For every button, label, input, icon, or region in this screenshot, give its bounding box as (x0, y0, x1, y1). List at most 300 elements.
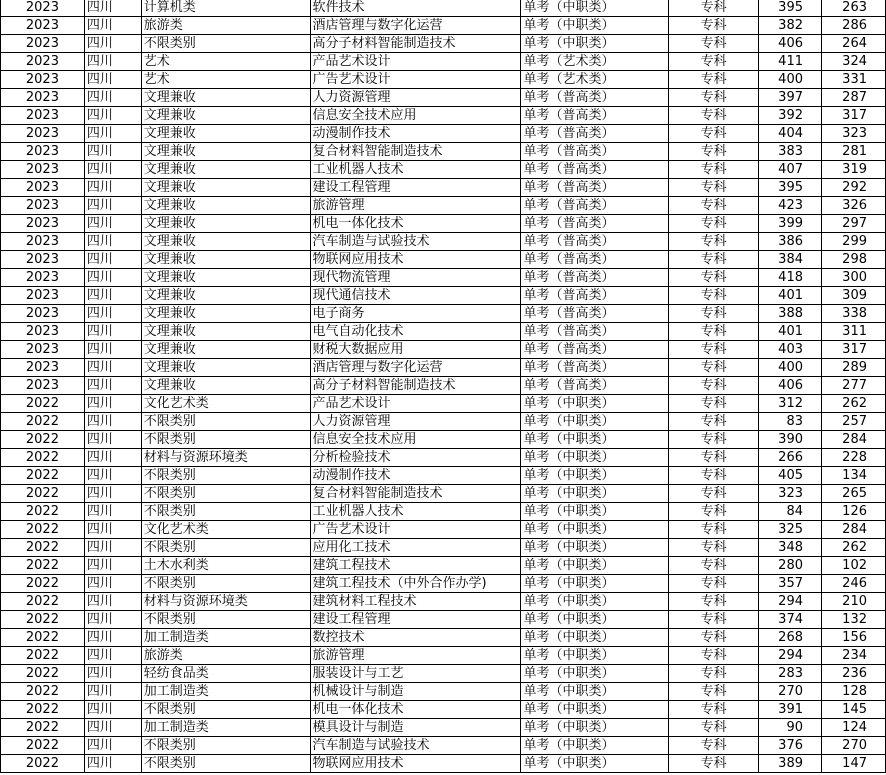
year-cell: 2022 (1, 413, 85, 431)
score-a-cell: 395 (759, 0, 822, 17)
score-b-cell: 262 (822, 395, 886, 413)
province-cell: 四川 (84, 611, 141, 629)
major-cell: 广告艺术设计 (310, 521, 521, 539)
province-cell: 四川 (84, 377, 141, 395)
exam-type-cell: 单考（中职类） (521, 701, 669, 719)
score-b-cell: 331 (822, 71, 886, 89)
level-cell: 专科 (669, 737, 759, 755)
score-a-cell: 401 (759, 323, 822, 341)
score-a-cell: 294 (759, 647, 822, 665)
level-cell: 专科 (669, 197, 759, 215)
level-cell: 专科 (669, 125, 759, 143)
table-row (1, 161, 886, 179)
table-row (1, 485, 886, 503)
exam-type-cell: 单考（中职类） (521, 17, 669, 35)
province-cell: 四川 (84, 233, 141, 251)
major-cell: 建设工程管理 (310, 611, 521, 629)
year-cell: 2023 (1, 215, 85, 233)
score-a-cell: 411 (759, 53, 822, 71)
major-cell: 动漫制作技术 (310, 125, 521, 143)
level-cell: 专科 (669, 719, 759, 737)
score-a-cell: 383 (759, 143, 822, 161)
major-cell: 产品艺术设计 (310, 395, 521, 413)
province-cell: 四川 (84, 593, 141, 611)
score-a-cell: 401 (759, 287, 822, 305)
category-cell: 不限类别 (141, 755, 310, 773)
score-b-cell: 317 (822, 341, 886, 359)
exam-type-cell: 单考（中职类） (521, 413, 669, 431)
table-row (1, 503, 886, 521)
score-b-cell: 156 (822, 629, 886, 647)
year-cell: 2023 (1, 377, 85, 395)
category-cell: 文理兼收 (141, 143, 310, 161)
score-b-cell: 297 (822, 215, 886, 233)
province-cell: 四川 (84, 701, 141, 719)
exam-type-cell: 单考（中职类） (521, 593, 669, 611)
score-a-cell: 386 (759, 233, 822, 251)
score-a-cell: 391 (759, 701, 822, 719)
year-cell: 2023 (1, 305, 85, 323)
table-row (1, 449, 886, 467)
level-cell: 专科 (669, 233, 759, 251)
score-a-cell: 84 (759, 503, 822, 521)
score-a-cell: 406 (759, 35, 822, 53)
province-cell: 四川 (84, 629, 141, 647)
province-cell: 四川 (84, 17, 141, 35)
score-b-cell: 326 (822, 197, 886, 215)
major-cell: 软件技术 (310, 0, 521, 17)
province-cell: 四川 (84, 467, 141, 485)
category-cell: 计算机类 (141, 0, 310, 17)
score-b-cell: 102 (822, 557, 886, 575)
category-cell: 文理兼收 (141, 125, 310, 143)
category-cell: 土木水利类 (141, 557, 310, 575)
score-a-cell: 376 (759, 737, 822, 755)
score-a-cell: 397 (759, 89, 822, 107)
score-a-cell: 268 (759, 629, 822, 647)
province-cell: 四川 (84, 719, 141, 737)
level-cell: 专科 (669, 17, 759, 35)
major-cell: 旅游管理 (310, 197, 521, 215)
major-cell: 工业机器人技术 (310, 503, 521, 521)
table-row (1, 755, 886, 773)
exam-type-cell: 单考（普高类） (521, 233, 669, 251)
level-cell: 专科 (669, 503, 759, 521)
year-cell: 2023 (1, 143, 85, 161)
province-cell: 四川 (84, 251, 141, 269)
major-cell: 人力资源管理 (310, 413, 521, 431)
score-b-cell: 262 (822, 539, 886, 557)
level-cell: 专科 (669, 143, 759, 161)
exam-type-cell: 单考（中职类） (521, 755, 669, 773)
table-row (1, 287, 886, 305)
level-cell: 专科 (669, 683, 759, 701)
score-b-cell: 257 (822, 413, 886, 431)
level-cell: 专科 (669, 395, 759, 413)
major-cell: 酒店管理与数字化运营 (310, 359, 521, 377)
year-cell: 2022 (1, 431, 85, 449)
level-cell: 专科 (669, 161, 759, 179)
year-cell: 2022 (1, 575, 85, 593)
category-cell: 不限类别 (141, 701, 310, 719)
category-cell: 不限类别 (141, 485, 310, 503)
score-b-cell: 134 (822, 467, 886, 485)
score-b-cell: 210 (822, 593, 886, 611)
exam-type-cell: 单考（普高类） (521, 107, 669, 125)
table-row (1, 269, 886, 287)
major-cell: 物联网应用技术 (310, 755, 521, 773)
province-cell: 四川 (84, 53, 141, 71)
table-row (1, 323, 886, 341)
table-row (1, 629, 886, 647)
score-a-cell: 403 (759, 341, 822, 359)
score-b-cell: 147 (822, 755, 886, 773)
score-b-cell: 228 (822, 449, 886, 467)
exam-type-cell: 单考（中职类） (521, 557, 669, 575)
level-cell: 专科 (669, 593, 759, 611)
province-cell: 四川 (84, 161, 141, 179)
table-row (1, 539, 886, 557)
score-a-cell: 294 (759, 593, 822, 611)
major-cell: 数控技术 (310, 629, 521, 647)
exam-type-cell: 单考（中职类） (521, 665, 669, 683)
province-cell: 四川 (84, 197, 141, 215)
major-cell: 财税大数据应用 (310, 341, 521, 359)
exam-type-cell: 单考（中职类） (521, 503, 669, 521)
major-cell: 复合材料智能制造技术 (310, 485, 521, 503)
exam-type-cell: 单考（中职类） (521, 521, 669, 539)
score-b-cell: 311 (822, 323, 886, 341)
province-cell: 四川 (84, 647, 141, 665)
level-cell: 专科 (669, 701, 759, 719)
table-row (1, 305, 886, 323)
category-cell: 文理兼收 (141, 377, 310, 395)
score-b-cell: 126 (822, 503, 886, 521)
year-cell: 2022 (1, 647, 85, 665)
major-cell: 分析检验技术 (310, 449, 521, 467)
exam-type-cell: 单考（普高类） (521, 305, 669, 323)
exam-type-cell: 单考（普高类） (521, 323, 669, 341)
exam-type-cell: 单考（中职类） (521, 0, 669, 17)
major-cell: 旅游管理 (310, 647, 521, 665)
exam-type-cell: 单考（普高类） (521, 251, 669, 269)
major-cell: 机电一体化技术 (310, 701, 521, 719)
table-row (1, 377, 886, 395)
year-cell: 2023 (1, 71, 85, 89)
table-row (1, 647, 886, 665)
category-cell: 不限类别 (141, 503, 310, 521)
score-b-cell: 263 (822, 0, 886, 17)
year-cell: 2022 (1, 719, 85, 737)
category-cell: 文理兼收 (141, 323, 310, 341)
major-cell: 汽车制造与试验技术 (310, 233, 521, 251)
score-a-cell: 382 (759, 17, 822, 35)
category-cell: 文理兼收 (141, 215, 310, 233)
category-cell: 艺术 (141, 53, 310, 71)
major-cell: 动漫制作技术 (310, 467, 521, 485)
exam-type-cell: 单考（普高类） (521, 89, 669, 107)
major-cell: 应用化工技术 (310, 539, 521, 557)
score-b-cell: 287 (822, 89, 886, 107)
score-b-cell: 289 (822, 359, 886, 377)
table-row (1, 233, 886, 251)
score-b-cell: 319 (822, 161, 886, 179)
table-row (1, 35, 886, 53)
level-cell: 专科 (669, 53, 759, 71)
category-cell: 文理兼收 (141, 251, 310, 269)
table-row (1, 575, 886, 593)
year-cell: 2022 (1, 539, 85, 557)
score-a-cell: 90 (759, 719, 822, 737)
major-cell: 建筑工程技术（中外合作办学) (310, 575, 521, 593)
score-b-cell: 284 (822, 521, 886, 539)
level-cell: 专科 (669, 449, 759, 467)
year-cell: 2022 (1, 449, 85, 467)
exam-type-cell: 单考（中职类） (521, 467, 669, 485)
major-cell: 现代物流管理 (310, 269, 521, 287)
exam-type-cell: 单考（中职类） (521, 575, 669, 593)
category-cell: 轻纺食品类 (141, 665, 310, 683)
major-cell: 信息安全技术应用 (310, 431, 521, 449)
score-b-cell: 124 (822, 719, 886, 737)
level-cell: 专科 (669, 287, 759, 305)
province-cell: 四川 (84, 557, 141, 575)
year-cell: 2023 (1, 35, 85, 53)
year-cell: 2023 (1, 197, 85, 215)
year-cell: 2022 (1, 503, 85, 521)
score-b-cell: 265 (822, 485, 886, 503)
exam-type-cell: 单考（中职类） (521, 485, 669, 503)
table-row (1, 215, 886, 233)
score-a-cell: 406 (759, 377, 822, 395)
table-row (1, 359, 886, 377)
table-row (1, 557, 886, 575)
table-row (1, 125, 886, 143)
level-cell: 专科 (669, 305, 759, 323)
level-cell: 专科 (669, 629, 759, 647)
province-cell: 四川 (84, 503, 141, 521)
category-cell: 文理兼收 (141, 233, 310, 251)
score-b-cell: 309 (822, 287, 886, 305)
major-cell: 广告艺术设计 (310, 71, 521, 89)
major-cell: 服装设计与工艺 (310, 665, 521, 683)
province-cell: 四川 (84, 71, 141, 89)
exam-type-cell: 单考（普高类） (521, 215, 669, 233)
year-cell: 2023 (1, 341, 85, 359)
exam-type-cell: 单考（普高类） (521, 341, 669, 359)
category-cell: 加工制造类 (141, 719, 310, 737)
score-b-cell: 246 (822, 575, 886, 593)
province-cell: 四川 (84, 287, 141, 305)
major-cell: 机电一体化技术 (310, 215, 521, 233)
score-b-cell: 323 (822, 125, 886, 143)
category-cell: 文理兼收 (141, 179, 310, 197)
major-cell: 信息安全技术应用 (310, 107, 521, 125)
table-row (1, 737, 886, 755)
level-cell: 专科 (669, 89, 759, 107)
year-cell: 2022 (1, 701, 85, 719)
major-cell: 电气自动化技术 (310, 323, 521, 341)
score-a-cell: 407 (759, 161, 822, 179)
major-cell: 汽车制造与试验技术 (310, 737, 521, 755)
score-b-cell: 264 (822, 35, 886, 53)
exam-type-cell: 单考（普高类） (521, 197, 669, 215)
table-row (1, 665, 886, 683)
score-a-cell: 392 (759, 107, 822, 125)
level-cell: 专科 (669, 647, 759, 665)
exam-type-cell: 单考（中职类） (521, 35, 669, 53)
level-cell: 专科 (669, 431, 759, 449)
score-a-cell: 283 (759, 665, 822, 683)
major-cell: 模具设计与制造 (310, 719, 521, 737)
exam-type-cell: 单考（普高类） (521, 179, 669, 197)
table-row (1, 197, 886, 215)
category-cell: 旅游类 (141, 17, 310, 35)
major-cell: 机械设计与制造 (310, 683, 521, 701)
table-row (1, 593, 886, 611)
level-cell: 专科 (669, 269, 759, 287)
level-cell: 专科 (669, 179, 759, 197)
year-cell: 2023 (1, 89, 85, 107)
year-cell: 2022 (1, 737, 85, 755)
score-a-cell: 374 (759, 611, 822, 629)
category-cell: 文理兼收 (141, 269, 310, 287)
year-cell: 2022 (1, 593, 85, 611)
score-a-cell: 325 (759, 521, 822, 539)
score-a-cell: 400 (759, 71, 822, 89)
category-cell: 加工制造类 (141, 683, 310, 701)
exam-type-cell: 单考（中职类） (521, 647, 669, 665)
year-cell: 2022 (1, 467, 85, 485)
province-cell: 四川 (84, 35, 141, 53)
score-a-cell: 357 (759, 575, 822, 593)
score-b-cell: 128 (822, 683, 886, 701)
province-cell: 四川 (84, 485, 141, 503)
major-cell: 建筑工程技术 (310, 557, 521, 575)
province-cell: 四川 (84, 125, 141, 143)
category-cell: 不限类别 (141, 35, 310, 53)
major-cell: 高分子材料智能制造技术 (310, 35, 521, 53)
category-cell: 文化艺术类 (141, 395, 310, 413)
score-b-cell: 132 (822, 611, 886, 629)
year-cell: 2023 (1, 251, 85, 269)
category-cell: 不限类别 (141, 575, 310, 593)
score-b-cell: 338 (822, 305, 886, 323)
exam-type-cell: 单考（普高类） (521, 143, 669, 161)
score-a-cell: 280 (759, 557, 822, 575)
category-cell: 文理兼收 (141, 107, 310, 125)
year-cell: 2023 (1, 179, 85, 197)
province-cell: 四川 (84, 755, 141, 773)
level-cell: 专科 (669, 755, 759, 773)
table-row (1, 395, 886, 413)
province-cell: 四川 (84, 413, 141, 431)
year-cell: 2022 (1, 683, 85, 701)
year-cell: 2022 (1, 629, 85, 647)
year-cell: 2023 (1, 359, 85, 377)
score-a-cell: 323 (759, 485, 822, 503)
province-cell: 四川 (84, 143, 141, 161)
year-cell: 2022 (1, 755, 85, 773)
level-cell: 专科 (669, 413, 759, 431)
score-a-cell: 389 (759, 755, 822, 773)
province-cell: 四川 (84, 521, 141, 539)
year-cell: 2023 (1, 125, 85, 143)
province-cell: 四川 (84, 215, 141, 233)
table-row (1, 611, 886, 629)
level-cell: 专科 (669, 251, 759, 269)
table-row (1, 467, 886, 485)
province-cell: 四川 (84, 107, 141, 125)
category-cell: 不限类别 (141, 431, 310, 449)
score-b-cell: 236 (822, 665, 886, 683)
table-row (1, 71, 886, 89)
table-row (1, 719, 886, 737)
score-a-cell: 399 (759, 215, 822, 233)
level-cell: 专科 (669, 323, 759, 341)
exam-type-cell: 单考（中职类） (521, 449, 669, 467)
year-cell: 2023 (1, 161, 85, 179)
score-b-cell: 277 (822, 377, 886, 395)
level-cell: 专科 (669, 665, 759, 683)
province-cell: 四川 (84, 305, 141, 323)
province-cell: 四川 (84, 737, 141, 755)
province-cell: 四川 (84, 179, 141, 197)
year-cell: 2023 (1, 107, 85, 125)
level-cell: 专科 (669, 107, 759, 125)
major-cell: 物联网应用技术 (310, 251, 521, 269)
year-cell: 2022 (1, 611, 85, 629)
score-a-cell: 384 (759, 251, 822, 269)
major-cell: 高分子材料智能制造技术 (310, 377, 521, 395)
province-cell: 四川 (84, 449, 141, 467)
exam-type-cell: 单考（普高类） (521, 359, 669, 377)
table-body (1, 0, 886, 773)
table-row (1, 179, 886, 197)
table-row (1, 143, 886, 161)
category-cell: 艺术 (141, 71, 310, 89)
table-row (1, 341, 886, 359)
major-cell: 产品艺术设计 (310, 53, 521, 71)
exam-type-cell: 单考（艺术类） (521, 53, 669, 71)
year-cell: 2023 (1, 233, 85, 251)
major-cell: 酒店管理与数字化运营 (310, 17, 521, 35)
level-cell: 专科 (669, 215, 759, 233)
major-cell: 复合材料智能制造技术 (310, 143, 521, 161)
level-cell: 专科 (669, 467, 759, 485)
category-cell: 材料与资源环境类 (141, 593, 310, 611)
major-cell: 电子商务 (310, 305, 521, 323)
table-row (1, 521, 886, 539)
score-a-cell: 423 (759, 197, 822, 215)
category-cell: 文理兼收 (141, 161, 310, 179)
table-row (1, 53, 886, 71)
category-cell: 文化艺术类 (141, 521, 310, 539)
score-a-cell: 405 (759, 467, 822, 485)
exam-type-cell: 单考（中职类） (521, 431, 669, 449)
year-cell: 2022 (1, 395, 85, 413)
exam-type-cell: 单考（普高类） (521, 269, 669, 287)
score-b-cell: 317 (822, 107, 886, 125)
table-row (1, 683, 886, 701)
category-cell: 不限类别 (141, 467, 310, 485)
level-cell: 专科 (669, 359, 759, 377)
score-a-cell: 395 (759, 179, 822, 197)
score-a-cell: 348 (759, 539, 822, 557)
level-cell: 专科 (669, 0, 759, 17)
year-cell: 2022 (1, 485, 85, 503)
category-cell: 旅游类 (141, 647, 310, 665)
